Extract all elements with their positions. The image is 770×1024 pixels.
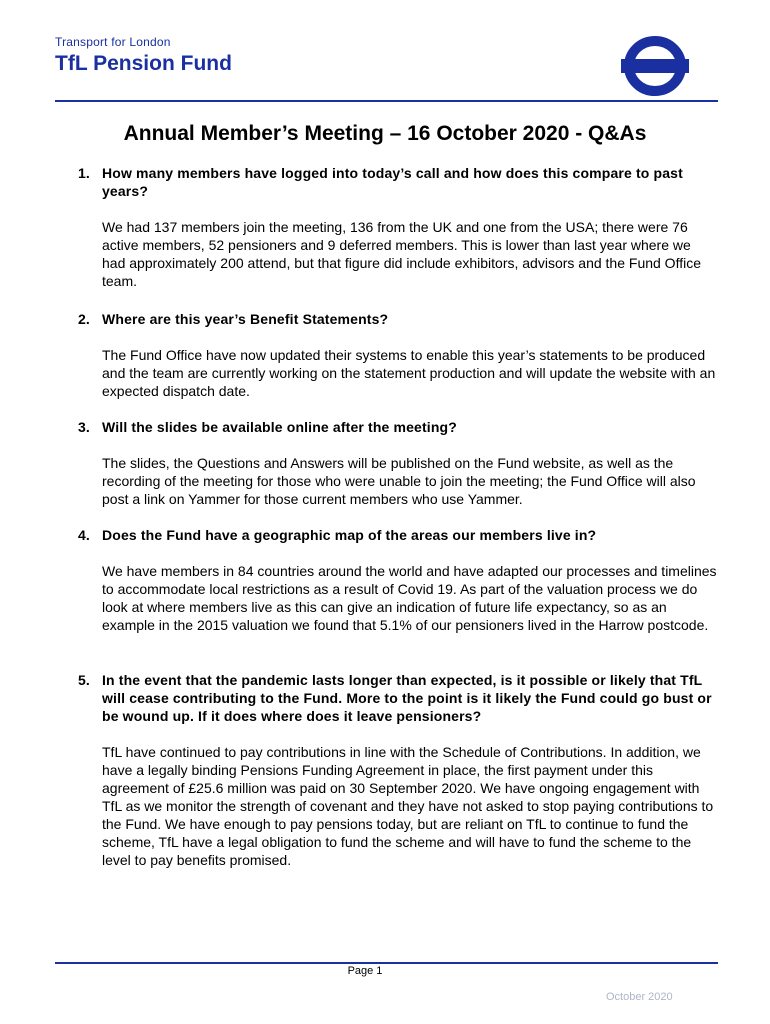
footer-divider [55,962,718,964]
footer-date: October 2020 [606,991,673,1003]
answer-text: TfL have continued to pay contributions in line with the Schedule of Contributions. In addition, we have a legally binding Pensions Funding Agreement in place, the first payment under this agreement of £25.6 million was paid on 30 September 2020. We have ongoing engagement with TfL as we monitor the strength of covenant and they have not asked to stop paying contributions to the Fund. We have enough to pay pensions today, but are reliant on TfL to continue to fund the scheme, TfL have a legal obligation to fund the scheme and will have to fund the scheme to the level to pay benefits promised. [102,744,714,868]
question-text: Will the slides be available online after the meeting? [102,419,457,435]
qa-item [78,526,718,634]
question [78,418,718,436]
answer-text: The slides, the Questions and Answers will be published on the Fund website, as well as the recording of the meeting for those who were unable to join the meeting; the Fund Office will also post a link on Yammer for those current members who use Yammer. [102,455,696,507]
question-text: In the event that the pandemic lasts longer than expected, is it possible or likely that TfL will cease contributing to the Fund. More to the point is it likely the Fund could go bust or be wound up. If it does where does it leave pensioners? [102,672,712,724]
question [78,310,718,328]
question-number: 1. [78,165,90,181]
organisation-name: Transport for London [55,35,171,49]
answer-text: We have members in 84 countries around the world and have adapted our processes and timelines to accommodate local restrictions as a result of Covid 19. As part of the valuation process we do look at where members live as this can give an indication of future life expectancy, so as an example in the 2015 valuation we found that 5.1% of our pensioners lived in the Harrow postcode. [102,563,717,633]
question-number: 3. [78,419,90,435]
page-title: Annual Member’s Meeting – 16 October 2020 - Q&As [123,122,647,145]
answer-text: The Fund Office have now updated their systems to enable this year’s statements to be produced and the team are currently working on the statement production and will update the website with an expected dispatch date. [102,347,716,399]
qa-item [78,310,718,400]
question-text: How many members have logged into today’s call and how does this compare to past years? [102,165,683,199]
question-number: 5. [78,672,90,688]
fund-name: TfL Pension Fund [55,52,232,75]
question [78,526,718,544]
page-number: Page 1 [347,965,383,977]
qa-item [78,164,718,290]
answer-text: We had 137 members join the meeting, 136 from the UK and one from the USA; there were 76 active members, 52 pensioners and 9 deferred members. This is lower than last year where we had approximately 200 attend, but that figure did include exhibitors, advisors and the Fund Office team. [102,219,701,289]
header-divider [55,100,718,102]
tfl-roundel-icon [621,34,689,98]
qa-item [78,418,718,508]
question-number: 2. [78,311,90,327]
qa-item [78,671,718,869]
question-text: Where are this year’s Benefit Statements? [102,311,389,327]
question-number: 4. [78,527,90,543]
question-text: Does the Fund have a geographic map of the areas our members live in? [102,527,597,543]
question [78,671,718,725]
question [78,164,718,200]
